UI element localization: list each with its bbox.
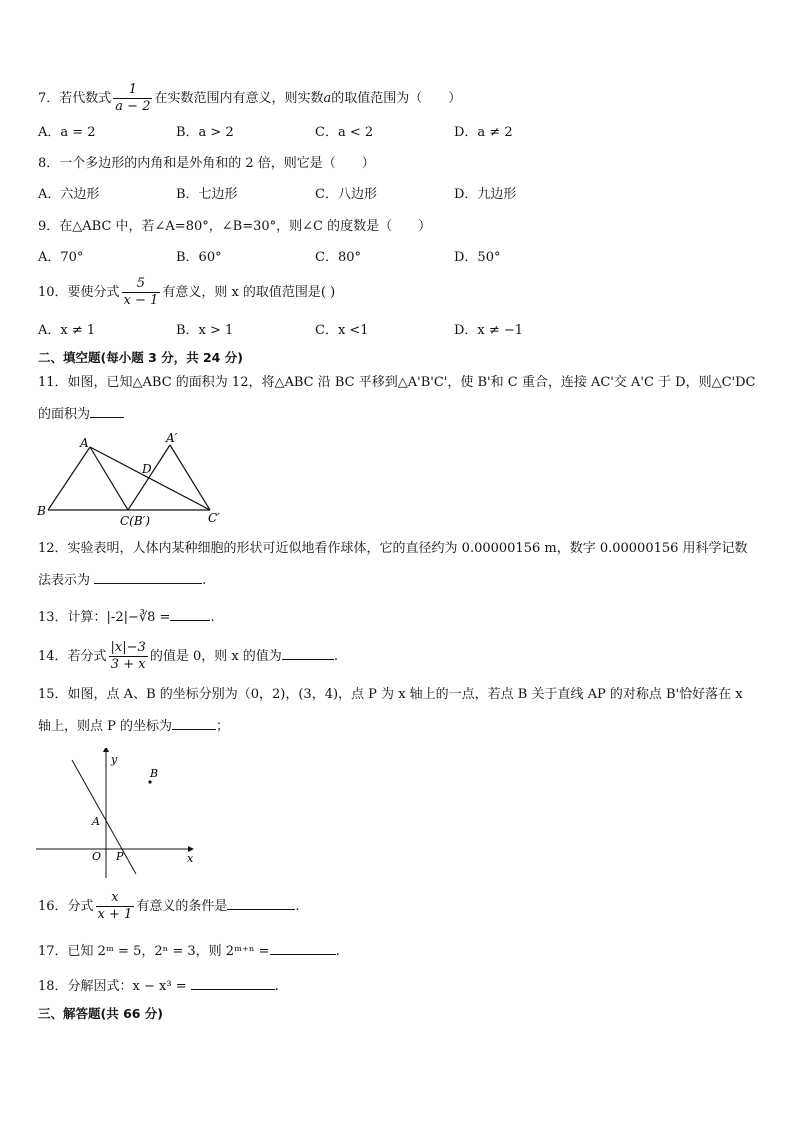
q10-fraction: [122, 276, 161, 309]
q11-triangle-figure: [36, 430, 226, 530]
question-7: [38, 82, 461, 115]
q9-option-c[interactable]: C．80°: [315, 250, 361, 265]
q8-option-c[interactable]: C．八边形: [315, 187, 377, 202]
q16-fraction: [96, 890, 135, 923]
q18-prompt: 18．分解因式：x − x³ =: [38, 979, 187, 994]
q10-options: [38, 322, 758, 340]
q15-prompt: 轴上，则点 P 的坐标为: [38, 719, 173, 734]
q14-answer-blank[interactable]: [282, 647, 334, 660]
question-9: 9．在△ABC 中，若∠A=80°，∠B=30°，则∠C 的度数是（ ）: [38, 219, 432, 234]
q13-end: .: [210, 610, 215, 625]
q11-answer-blank[interactable]: [90, 405, 124, 418]
q7-numerator: 1: [113, 82, 152, 99]
q18-answer-blank[interactable]: [191, 977, 275, 990]
q16-numerator: x: [96, 890, 135, 907]
q15-end: ；: [216, 719, 230, 734]
label-P: P: [116, 850, 124, 863]
label-y: y: [111, 753, 118, 766]
y-axis-arrow-icon: [103, 748, 109, 752]
q17-end: .: [335, 944, 340, 959]
q7-options: [38, 124, 758, 142]
question-18: [38, 977, 279, 996]
question-12-line2: [38, 571, 206, 590]
q14-end: .: [333, 649, 338, 664]
label-A: A: [80, 436, 89, 450]
q8-option-b[interactable]: B．七边形: [176, 187, 238, 202]
q10-option-a[interactable]: A．x ≠ 1: [38, 323, 96, 338]
q10-prefix: 10．要使分式: [38, 285, 120, 300]
q16-denominator: x + 1: [97, 907, 133, 922]
q17-answer-blank[interactable]: [270, 942, 336, 955]
label-C-prime: C′: [208, 511, 220, 525]
question-16: [38, 890, 299, 923]
segment-AC-prime: [90, 447, 210, 510]
q14-suffix: 的值是 0，则 x 的值为: [149, 649, 282, 664]
q10-suffix: 有意义，则 x 的取值范围是( ): [162, 285, 336, 300]
q7-suffix: 在实数范围内有意义，则实数: [154, 91, 324, 106]
section-3-heading: 三、解答题(共 66 分): [38, 1006, 164, 1021]
line-AP: [72, 760, 136, 874]
question-15-line2: [38, 717, 229, 736]
q11-prompt: 的面积为: [38, 407, 91, 422]
q8-option-a[interactable]: A．六边形: [38, 187, 100, 202]
q7-option-d[interactable]: D．a ≠ 2: [454, 125, 513, 140]
q8-option-d[interactable]: D．九边形: [454, 187, 517, 202]
question-10: [38, 276, 335, 309]
question-11-line1: 11．如图，已知△ABC 的面积为 12，将△ABC 沿 BC 平移到△A'B'C'，使 B'和 C 重合，连接 AC'交 A'C 于 D，则△C'DC: [38, 375, 756, 390]
label-D: D: [142, 462, 152, 476]
q16-end: .: [295, 899, 300, 914]
q10-option-d[interactable]: D．x ≠ −1: [454, 323, 524, 338]
segment-BA: [48, 447, 90, 510]
label-C-B-prime: C(B′): [120, 514, 151, 528]
q7-fraction: [113, 82, 152, 115]
q7-suffix2: 的取值范围为（ ）: [331, 91, 462, 106]
q10-denominator: x − 1: [123, 293, 159, 308]
q9-option-a[interactable]: A．70°: [38, 250, 84, 265]
q10-numerator: 5: [122, 276, 161, 293]
question-14: [38, 640, 338, 673]
question-13: [38, 608, 215, 627]
q13-answer-blank[interactable]: [170, 608, 210, 621]
q14-fraction: [109, 640, 148, 673]
q7-option-a[interactable]: A．a = 2: [38, 125, 96, 140]
q12-answer-blank[interactable]: [94, 571, 202, 584]
q15-coordinate-figure: [36, 748, 201, 883]
question-17: [38, 942, 340, 961]
q16-answer-blank[interactable]: [227, 897, 295, 910]
q7-denominator: a − 2: [115, 99, 151, 114]
q12-prompt: 法表示为: [38, 573, 91, 588]
label-A: A: [92, 815, 100, 828]
question-15-line1: 15．如图，点 A、B 的坐标分别为（0，2)，(3，4)，点 P 为 x 轴上的一点，若点 B 关于直线 AP 的对称点 B'恰好落在 x: [38, 687, 743, 702]
segment-A-prime-C-prime: [170, 445, 210, 510]
q7-variable: a: [323, 91, 332, 106]
q12-end: .: [202, 573, 207, 588]
point-B: [148, 780, 151, 783]
question-8: 8．一个多边形的内角和是外角和的 2 倍，则它是（ ）: [38, 156, 375, 171]
q17-prompt: 17．已知 2ᵐ = 5，2ⁿ = 3，则 2ᵐ⁺ⁿ =: [38, 944, 270, 959]
q13-prompt: 13．计算：|-2|−∛8 =: [38, 610, 171, 625]
label-B: B: [150, 767, 159, 780]
section-2-heading: 二、填空题(每小题 3 分，共 24 分): [38, 350, 243, 365]
q16-suffix: 有意义的条件是: [136, 899, 228, 914]
q10-option-c[interactable]: C．x <1: [315, 323, 369, 338]
question-11-line2: [38, 405, 124, 424]
label-O: O: [92, 850, 102, 863]
q7-option-b[interactable]: B．a > 2: [176, 125, 234, 140]
q15-answer-blank[interactable]: [172, 717, 216, 730]
q16-prefix: 16．分式: [38, 899, 94, 914]
q9-option-d[interactable]: D．50°: [454, 250, 501, 265]
q8-options: [38, 186, 758, 204]
q14-prefix: 14．若分式: [38, 649, 107, 664]
label-B: B: [37, 504, 46, 518]
label-x: x: [187, 852, 194, 865]
q9-options: [38, 249, 758, 267]
question-12-line1: 12．实验表明，人体内某种细胞的形状可近似地看作球体，它的直径约为 0.00000156 m，数字 0.00000156 用科学记数: [38, 541, 748, 556]
q14-denominator: 3 + x: [110, 657, 146, 672]
q9-option-b[interactable]: B．60°: [176, 250, 222, 265]
label-A-prime: A′: [166, 431, 178, 445]
q7-option-c[interactable]: C．a < 2: [315, 125, 374, 140]
q18-end: .: [274, 979, 279, 994]
q7-prefix: 7．若代数式: [38, 91, 112, 106]
q14-numerator: |x|−3: [110, 640, 146, 655]
q10-option-b[interactable]: B．x > 1: [176, 323, 234, 338]
